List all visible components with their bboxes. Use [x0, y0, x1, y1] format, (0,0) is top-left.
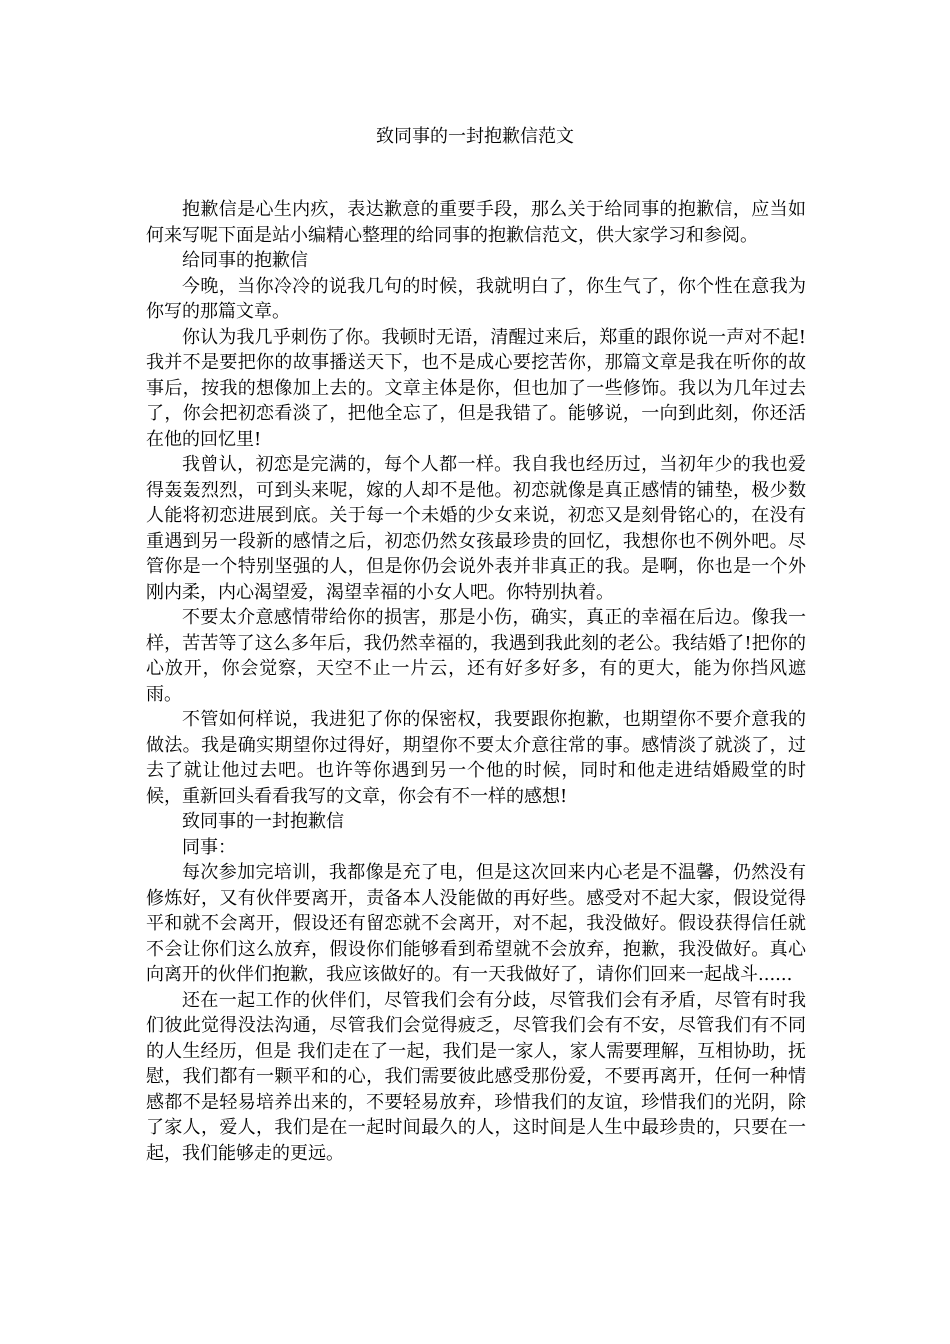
paragraph: 每次参加完培训，我都像是充了电，但是这次回来内心老是不温馨，仍然没有修炼好，又有伙伴要离开，责备本人没能做的再好些。感受对不起大家，假设觉得平和就不会离开，假设还有留恋就不会离开，对不起，我没做好。假设获得信任就不会让你们这么放弃，假设你们能够看到希望就不会放弃，抱歉，我没做好。真心向离开的伙伴们抱歉，我应该做好的。有一天我做好了，请你们回来一起战斗...... [146, 862, 806, 985]
salutation: 同事： [182, 836, 236, 858]
page-title: 致同事的一封抱歉信范文 [376, 126, 574, 147]
paragraph: 不要太介意感情带给你的损害，那是小伤，确实，真正的幸福在后边。像我一样，苦苦等了这么多年后，我仍然幸福的，我遇到我此刻的老公。我结婚了!把你的心放开，你会觉察，天空不止一片云，还有好多好多，有的更大，能为你挡风遮雨。 [146, 607, 806, 705]
section-heading-1: 给同事的抱歉信 [182, 250, 308, 271]
paragraph: 今晚，当你冷冷的说我几句的时候，我就明白了，你生气了，你个性在意我为你写的那篇文章。 [146, 275, 806, 322]
paragraph: 不管如何样说，我进犯了你的保密权，我要跟你抱歉，也期望你不要介意我的做法。我是确实期望你过得好，期望你不要太介意往常的事。感情淡了就淡了，过去了就让他过去吧。也许等你遇到另一个他的时候，同时和他走进结婚殿堂的时候，重新回头看看我写的文章，你会有不一样的感想! [146, 709, 806, 807]
paragraph: 你认为我几乎刺伤了你。我顿时无语，清醒过来后，郑重的跟你说一声对不起!我并不是要把你的故事播送天下，也不是成心要挖苦你，那篇文章是我在听你的故事后，按我的想像加上去的。文章主体是你，但也加了一些修饰。我以为几年过去了，你会把初恋看淡了，把他全忘了，但是我错了。能够说，一向到此刻，你还活在他的回忆里! [146, 326, 806, 450]
paragraph: 我曾认，初恋是完满的，每个人都一样。我自我也经历过，当初年少的我也爱得轰轰烈烈，可到头来呢，嫁的人却不是他。初恋就像是真正感情的铺垫，极少数人能将初恋进展到底。关于每一个未婚的少女来说，初恋又是刻骨铭心的，在没有重遇到另一段新的感情之后，初恋仍然女孩最珍贵的回忆，我想你也不例外吧。尽管你是一个特别坚强的人，但是你仍会说外表并非真正的我。是啊，你也是一个外刚内柔，内心渴望爱，渴望幸福的小女人吧。你特别执着。 [146, 454, 806, 603]
document-body [146, 197, 806, 1166]
section-heading-2: 致同事的一封抱歉信 [182, 811, 344, 832]
paragraph-intro: 抱歉信是心生内疚，表达歉意的重要手段，那么关于给同事的抱歉信，应当如何来写呢下面是站小编精心整理的给同事的抱歉信范文，供大家学习和参阅。 [146, 199, 806, 246]
paragraph: 还在一起工作的伙伴们，尽管我们会有分歧，尽管我们会有矛盾，尽管有时我们彼此觉得没法沟通，尽管我们会觉得疲乏，尽管我们会有不安，尽管我们有不同的人生经历，但是 我们走在了一起，我们是一家人，家人需要理解，互相协助，抚慰，我们都有一颗平和的心，我们需要彼此感受那份爱，不要再离开，任何一种情感都不是轻易培养出来的，不要轻易放弃，珍惜我们的友谊，珍惜我们的光阴，除了家人，爱人，我们是在一起时间最久的人，这时间是人生中最珍贵的，只要在一起，我们能够走的更远。 [146, 989, 806, 1164]
